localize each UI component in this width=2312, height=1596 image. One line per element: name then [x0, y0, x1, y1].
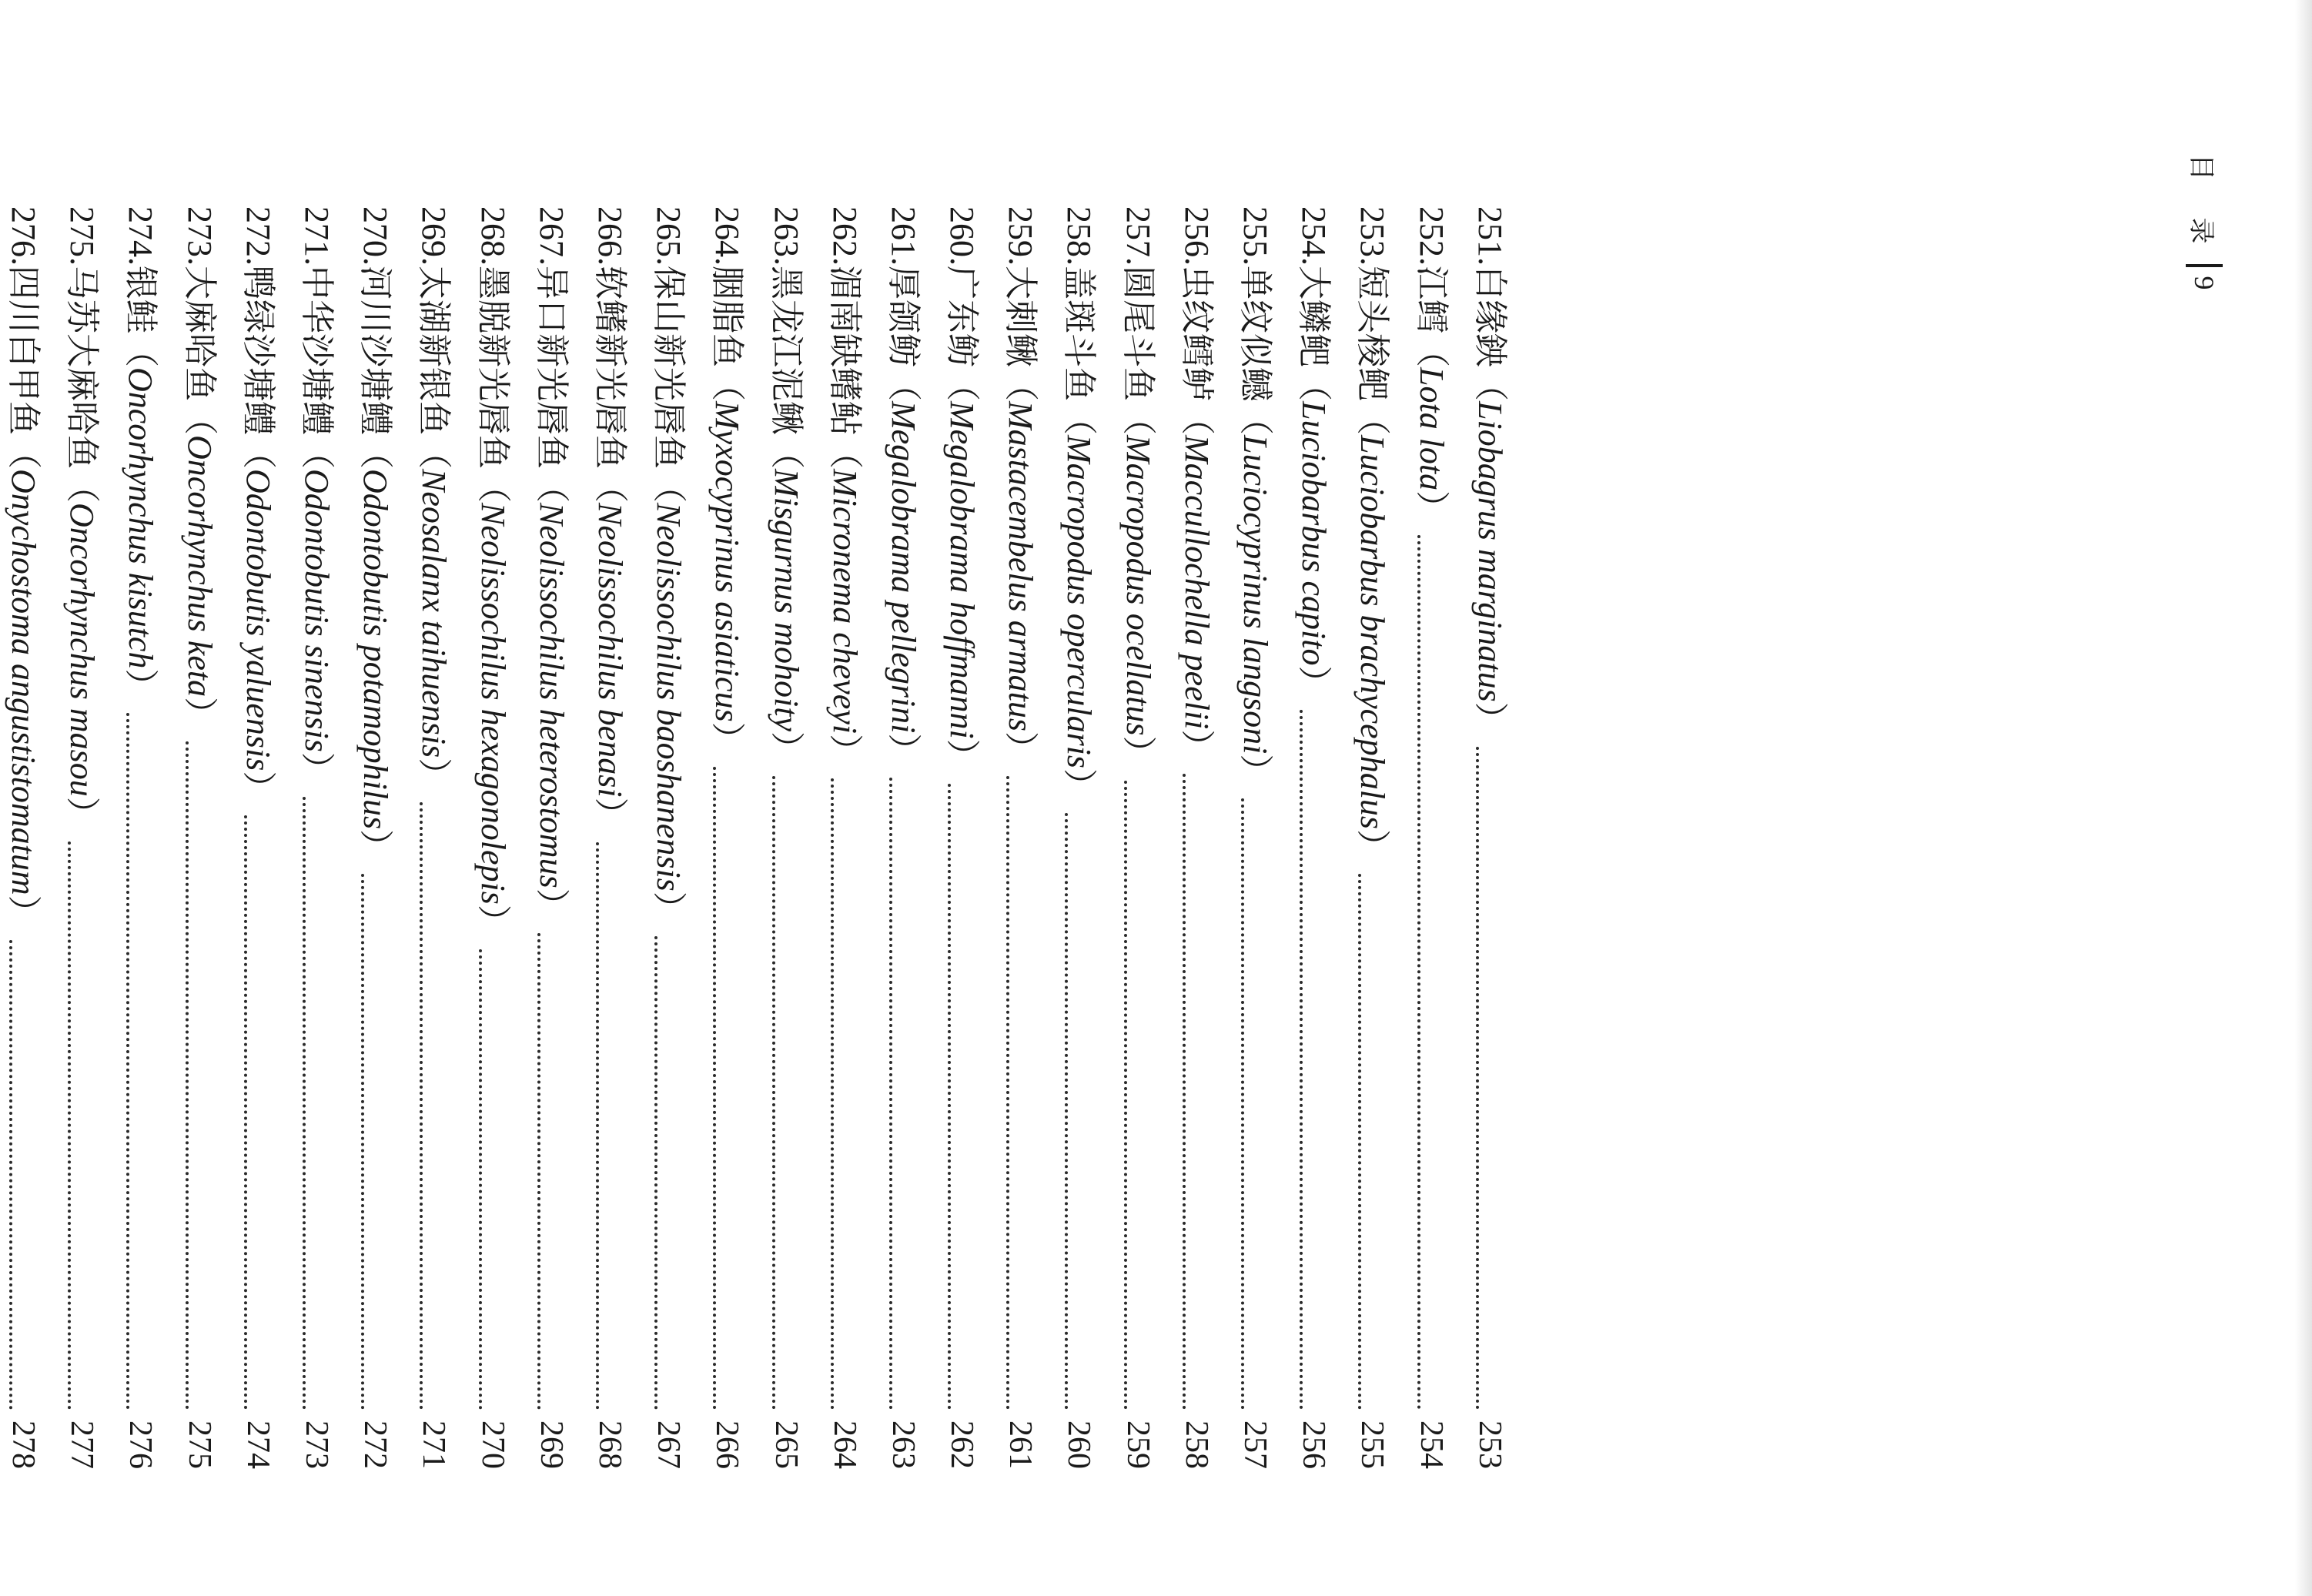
entry-page-number: 276	[122, 1420, 159, 1469]
paren-close: ）	[356, 829, 395, 864]
scientific-name: Neolissochilus hexagonolepis	[473, 503, 512, 905]
entry-page-number: 253	[1471, 1420, 1507, 1469]
toc-entry	[229, 206, 287, 1469]
entry-page-number: 268	[592, 1420, 627, 1469]
scientific-name: Odontobutis sinensis	[298, 469, 336, 752]
dot-leader	[303, 797, 306, 1410]
paren-open: （	[1177, 401, 1216, 435]
entry-page-number: 271	[416, 1420, 452, 1469]
toc-entry	[404, 206, 463, 1469]
paren-close: ）	[1119, 735, 1157, 770]
paren-close: ）	[884, 733, 922, 768]
toc-entry	[1284, 206, 1343, 1469]
entry-number: 275.	[63, 206, 102, 266]
toc-entry	[1109, 206, 1167, 1469]
paren-close: ）	[1177, 729, 1216, 764]
paren-close: ）	[532, 888, 570, 922]
dot-leader	[1358, 874, 1361, 1410]
entry-page-number: 256	[1296, 1420, 1332, 1469]
scientific-name: Macropodus ocellatus	[1119, 435, 1157, 736]
chinese-name: 保山新光唇鱼	[650, 266, 688, 469]
paren-open: （	[767, 435, 805, 469]
toc-entry	[522, 206, 581, 1469]
toc-entry	[346, 206, 404, 1469]
entry-page-number: 264	[826, 1420, 862, 1469]
chinese-name: 四川白甲鱼	[5, 266, 43, 435]
paren-close: ）	[650, 891, 688, 925]
paren-open: （	[1412, 333, 1450, 367]
entry-number: 257.	[1119, 206, 1157, 266]
scientific-name: Neolissochilus baoshanensis	[650, 503, 688, 892]
entry-page-number: 269	[533, 1420, 569, 1469]
scientific-name: Maccullochella peelii	[1177, 435, 1216, 730]
paren-open: （	[1119, 401, 1157, 435]
toc-entry	[991, 206, 1049, 1469]
chinese-name: 黑龙江泥鳅	[767, 266, 805, 435]
dot-leader	[1300, 710, 1303, 1410]
scientific-name: Misgurnus mohoity	[767, 469, 805, 731]
paren-close: ）	[239, 771, 277, 805]
scientific-name: Myxocyprinus asiaticus	[708, 401, 747, 722]
entry-page-number: 260	[1061, 1420, 1097, 1469]
paren-close: ）	[708, 721, 747, 756]
entry-page-number: 272	[357, 1420, 393, 1469]
entry-number: 268.	[473, 206, 512, 266]
dot-leader	[361, 874, 364, 1410]
paren-open: （	[1060, 401, 1099, 435]
paren-open: （	[708, 367, 747, 401]
entry-page-number: 261	[1002, 1420, 1039, 1469]
scientific-name: Odontobutis potamophilus	[356, 469, 395, 830]
scan-edge-shadow	[2295, 0, 2312, 1596]
entry-number: 260.	[943, 206, 982, 266]
toc-entry	[874, 206, 932, 1469]
entry-number: 270.	[356, 206, 395, 266]
chinese-name: 中华沙塘鳢	[298, 266, 336, 435]
paren-open: （	[5, 435, 43, 469]
toc-entry	[815, 206, 874, 1469]
paren-close: ）	[1002, 731, 1040, 765]
toc-entry	[0, 206, 52, 1469]
chinese-name: 墨脱新光唇鱼	[473, 266, 512, 469]
dot-leader	[948, 784, 951, 1410]
dot-leader	[537, 933, 540, 1410]
dot-leader	[1124, 781, 1127, 1410]
dot-leader	[420, 802, 423, 1410]
paren-close: ）	[1060, 768, 1099, 803]
entry-page-number: 274	[239, 1420, 276, 1469]
header-divider	[2186, 264, 2223, 267]
toc-entry	[1343, 206, 1401, 1469]
chinese-name: 河川沙塘鳢	[356, 266, 395, 435]
dot-leader	[1417, 535, 1420, 1410]
chinese-name: 圆尾斗鱼	[1119, 266, 1157, 401]
toc-entry	[1226, 206, 1284, 1469]
chinese-name: 江鳕	[1412, 266, 1450, 333]
dot-leader	[1476, 747, 1479, 1410]
scientific-name: Oncorhynchus kisutch	[122, 367, 160, 669]
entry-number: 251.	[1471, 206, 1509, 266]
entry-number: 255.	[1236, 206, 1275, 266]
toc-entry	[1050, 206, 1109, 1469]
dot-leader	[889, 778, 892, 1410]
chinese-name: 胭脂鱼	[708, 266, 747, 367]
entry-page-number: 259	[1119, 1420, 1156, 1469]
scientific-name: Luciocyprinus langsoni	[1236, 435, 1275, 755]
dot-leader	[596, 842, 599, 1410]
paren-close: ）	[943, 738, 982, 773]
paren-close: ）	[5, 895, 43, 929]
toc-entry	[52, 206, 111, 1469]
entry-number: 269.	[415, 206, 453, 266]
scientific-name: Onychostoma angustistomatum	[5, 469, 43, 895]
scientific-name: Oncorhynchus masou	[63, 503, 102, 797]
dot-leader	[1241, 798, 1244, 1410]
entry-page-number: 263	[885, 1420, 921, 1469]
paren-open: （	[884, 367, 922, 401]
entry-number: 264.	[708, 206, 747, 266]
toc-entry	[1167, 206, 1226, 1469]
toc-entry	[698, 206, 756, 1469]
entry-page-number: 273	[299, 1420, 335, 1469]
entry-number: 256.	[1177, 206, 1216, 266]
paren-open: （	[532, 469, 570, 503]
scientific-name: Neolissochilus heterostomus	[532, 503, 570, 888]
dot-leader	[127, 713, 130, 1410]
paren-close: ）	[1412, 490, 1450, 525]
entry-page-number: 275	[181, 1420, 217, 1469]
entry-number: 276.	[5, 206, 43, 266]
paren-close: ）	[591, 797, 629, 831]
paren-close: ）	[415, 758, 453, 792]
chinese-name: 大鳞鲃	[1295, 266, 1333, 367]
chinese-name: 马苏大麻哈鱼	[63, 266, 102, 469]
dot-leader	[654, 936, 657, 1410]
scientific-name: Luciobarbus brachycephalus	[1353, 435, 1392, 830]
dot-leader	[713, 767, 716, 1410]
paren-open: （	[122, 333, 160, 367]
entry-number: 273.	[180, 206, 219, 266]
chinese-name: 太湖新银鱼	[415, 266, 453, 435]
entry-number: 259.	[1002, 206, 1040, 266]
entry-number: 261.	[884, 206, 922, 266]
chinese-name: 厚颌鲂	[884, 266, 922, 367]
paren-open: （	[1295, 367, 1333, 401]
chinese-name: 异口新光唇鱼	[532, 266, 570, 469]
dot-leader	[479, 949, 482, 1410]
scientific-name: Megalobrama hoffmanni	[943, 401, 982, 739]
dot-leader	[186, 741, 189, 1410]
scientific-name: Liobagrus marginatus	[1471, 401, 1509, 702]
paren-close: ）	[1236, 754, 1275, 788]
entry-page-number: 257	[1237, 1420, 1273, 1469]
entry-number: 254.	[1295, 206, 1333, 266]
dot-leader	[772, 776, 775, 1410]
table-of-contents	[0, 206, 1519, 1469]
dot-leader	[1066, 813, 1069, 1410]
paren-open: （	[473, 469, 512, 503]
dot-leader	[1183, 774, 1186, 1410]
dot-leader	[831, 778, 834, 1410]
paren-close: ）	[180, 697, 219, 731]
entry-page-number: 262	[944, 1420, 980, 1469]
paren-close: ）	[298, 751, 336, 786]
paren-open: （	[825, 435, 864, 469]
entry-number: 266.	[591, 206, 629, 266]
chinese-name: 短头梭鲃	[1353, 266, 1392, 401]
toc-entry	[112, 206, 170, 1469]
entry-number: 271.	[298, 206, 336, 266]
chinese-name: 鸭绿沙塘鳢	[239, 266, 277, 435]
paren-close: ）	[1295, 665, 1333, 700]
chinese-name: 湄南缺鳍鲇	[825, 266, 864, 435]
scientific-name: Macropodus opercularis	[1060, 435, 1099, 769]
entry-page-number: 266	[709, 1420, 745, 1469]
chinese-name: 软鳍新光唇鱼	[591, 266, 629, 469]
paren-open: （	[239, 435, 277, 469]
chinese-name: 大刺鳅	[1002, 266, 1040, 367]
toc-entry	[170, 206, 229, 1469]
scientific-name: Micronema cheveyi	[825, 469, 864, 734]
toc-entry	[287, 206, 346, 1469]
paren-close: ）	[473, 904, 512, 939]
scientific-name: Oncorhynchus keta	[180, 435, 219, 698]
paren-open: （	[415, 435, 453, 469]
chinese-name: 白缘鉠	[1471, 266, 1509, 367]
paren-open: （	[180, 401, 219, 435]
toc-entry	[581, 206, 639, 1469]
entry-page-number: 270	[474, 1420, 510, 1469]
paren-open: （	[1353, 401, 1392, 435]
paren-close: ）	[63, 796, 102, 831]
entry-page-number: 278	[5, 1420, 42, 1469]
paren-close: ）	[1471, 701, 1509, 736]
paren-close: ）	[767, 731, 805, 765]
entry-page-number: 265	[768, 1420, 804, 1469]
scientific-name: Luciobarbus capito	[1295, 401, 1333, 666]
toc-entry	[639, 206, 698, 1469]
paren-open: （	[63, 469, 102, 503]
entry-page-number: 258	[1178, 1420, 1214, 1469]
dot-leader	[1006, 776, 1009, 1410]
paren-open: （	[1471, 367, 1509, 401]
entry-number: 265.	[650, 206, 688, 266]
running-header	[2173, 154, 2235, 290]
section-title: 目 录	[2187, 154, 2216, 259]
toc-entry	[1460, 206, 1519, 1469]
entry-page-number: 267	[651, 1420, 687, 1469]
entry-number: 262.	[825, 206, 864, 266]
paren-close: ）	[122, 668, 160, 703]
scientific-name: Neolissochilus benasi	[591, 503, 629, 798]
dot-leader	[9, 940, 12, 1410]
entry-number: 253.	[1353, 206, 1392, 266]
entry-number: 267.	[532, 206, 570, 266]
paren-close: ）	[825, 734, 864, 768]
paren-close: ）	[1353, 829, 1392, 864]
paren-open: （	[591, 469, 629, 503]
paren-open: （	[650, 469, 688, 503]
chinese-name: 单纹似鳡	[1236, 266, 1275, 401]
scientific-name: Lota lota	[1412, 367, 1450, 491]
toc-entry	[463, 206, 522, 1469]
entry-page-number: 255	[1354, 1420, 1390, 1469]
chinese-name: 银鲑	[122, 266, 160, 333]
toc-entry	[1402, 206, 1460, 1469]
paren-open: （	[356, 435, 395, 469]
scientific-name: Megalobrama pellegrini	[884, 401, 922, 734]
scientific-name: Odontobutis yaluensis	[239, 469, 277, 771]
entry-number: 274.	[122, 206, 160, 266]
entry-number: 252.	[1412, 206, 1450, 266]
paren-open: （	[298, 435, 336, 469]
entry-number: 258.	[1060, 206, 1099, 266]
page-number: 9	[2189, 276, 2220, 290]
dot-leader	[68, 841, 71, 1410]
toc-entry	[757, 206, 815, 1469]
chinese-name: 盖斑斗鱼	[1060, 266, 1099, 401]
entry-page-number: 254	[1413, 1420, 1449, 1469]
paren-open: （	[943, 367, 982, 401]
chinese-name: 虫纹鳕鲈	[1177, 266, 1216, 401]
toc-entry	[932, 206, 991, 1469]
paren-open: （	[1002, 367, 1040, 401]
scientific-name: Neosalanx taihuensis	[415, 469, 453, 758]
entry-number: 272.	[239, 206, 277, 266]
chinese-name: 大麻哈鱼	[180, 266, 219, 401]
chinese-name: 广东鲂	[943, 266, 982, 367]
entry-number: 263.	[767, 206, 805, 266]
scientific-name: Mastacembelus armatus	[1002, 401, 1040, 731]
paren-open: （	[1236, 401, 1275, 435]
entry-page-number: 277	[64, 1420, 100, 1469]
dot-leader	[244, 815, 247, 1410]
